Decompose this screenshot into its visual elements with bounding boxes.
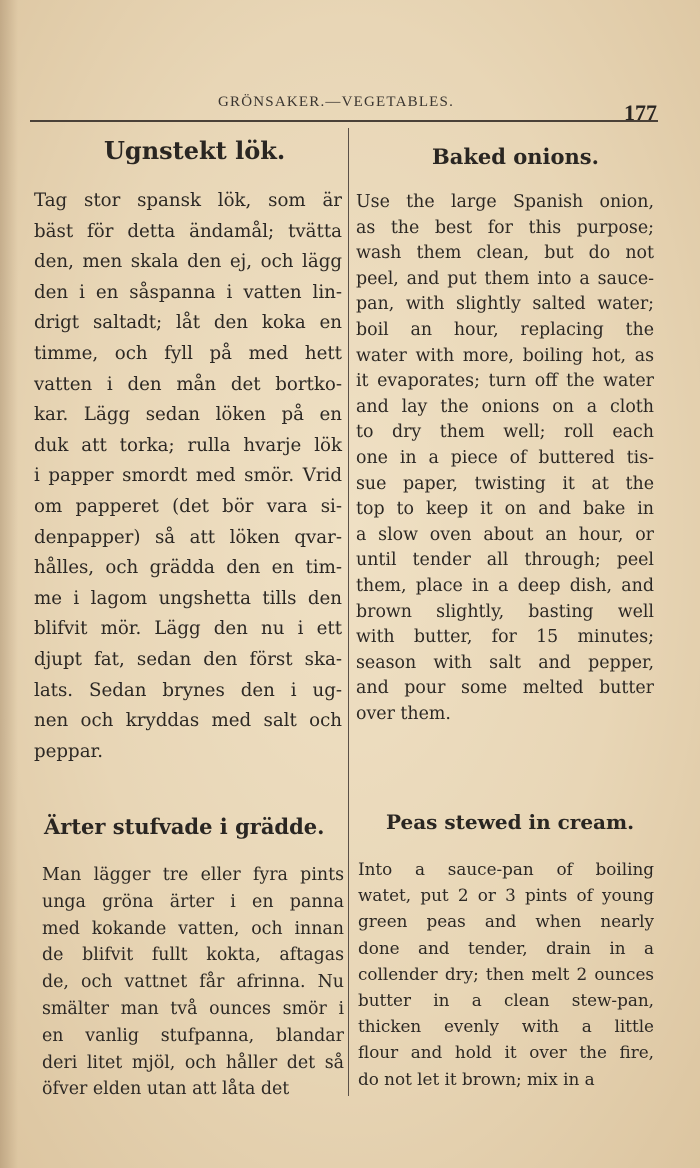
recipe-title-english-baked-onions: Baked onions. xyxy=(432,144,599,169)
running-header xyxy=(30,86,660,126)
text-line: den, men skala den ej, och lägg xyxy=(34,251,342,273)
text-line: until tender all through; peel xyxy=(356,550,654,571)
page-edge-shadow xyxy=(0,0,18,1168)
recipe-title-english-peas-cream: Peas stewed in cream. xyxy=(386,810,635,834)
text-line: kar. Lägg sedan löken på en xyxy=(34,404,342,426)
recipe-text-english-peas-cream xyxy=(358,856,654,1092)
column-divider xyxy=(348,128,349,1096)
text-line: me i lagom ungshetta tills den xyxy=(34,587,342,609)
text-line: med kokande vatten, och innan xyxy=(42,918,344,939)
text-line: hålles, och grädda den en tim- xyxy=(34,557,342,579)
text-line: done and tender, drain in a xyxy=(358,937,654,958)
text-line: boil an hour, replacing the xyxy=(356,319,654,340)
text-line: brown slightly, basting well xyxy=(356,601,654,622)
text-line: vatten i den mån det bortko- xyxy=(34,373,342,395)
text-line: i papper smordt med smör. Vrid xyxy=(34,465,342,487)
text-line: Tag stor spansk lök, som är xyxy=(34,190,342,211)
text-line: over them. xyxy=(356,703,451,724)
text-line: it evaporates; turn off the water xyxy=(356,371,654,392)
text-line: Use the large Spanish onion, xyxy=(356,192,654,212)
text-line: pan, with slightly salted water; xyxy=(356,294,654,315)
text-line: bäst för detta ändamål; tvätta xyxy=(34,220,342,242)
text-line: peel, and put them into a sauce- xyxy=(356,268,654,289)
text-line: and pour some melted butter xyxy=(356,678,654,699)
text-line: top to keep it on and bake in xyxy=(356,499,654,520)
text-line: butter in a clean stew-pan, xyxy=(358,990,654,1011)
text-line: collender dry; then melt 2 ounces xyxy=(358,963,654,984)
text-line: denpapper) så att löken qvar- xyxy=(34,526,342,548)
text-line: and lay the onions on a cloth xyxy=(356,396,654,417)
text-line: deri litet mjöl, och håller det så xyxy=(42,1052,344,1073)
text-line: peppar. xyxy=(34,740,104,762)
page-number: 177 xyxy=(624,100,657,125)
text-line: green peas and when nearly xyxy=(358,911,654,932)
recipe-title-swedish-baked-onions: Ugnstekt lök. xyxy=(104,136,286,165)
running-header-title: GRÖNSAKER.—VEGETABLES. xyxy=(218,94,455,110)
recipe-text-swedish-baked-onions xyxy=(34,186,342,767)
recipe-text-swedish-peas-cream xyxy=(42,862,344,1103)
text-line: drigt saltadt; låt den koka en xyxy=(34,312,342,334)
text-line: smälter man två ounces smör i xyxy=(42,998,344,1019)
text-line: den i en såspanna i vatten lin- xyxy=(34,281,342,303)
text-line: season with salt and pepper, xyxy=(356,652,654,673)
recipe-title-swedish-peas-cream: Ärter stufvade i grädde. xyxy=(44,814,325,839)
text-line: wash them clean, but do not xyxy=(356,243,654,264)
text-line: watet, put 2 or 3 pints of young xyxy=(358,885,654,906)
text-line: de, och vattnet får afrinna. Nu xyxy=(42,972,344,993)
text-line: djupt fat, sedan den först ska- xyxy=(34,648,342,670)
text-line: flour and hold it over the fire, xyxy=(358,1042,654,1063)
header-rule xyxy=(30,120,658,122)
text-line: nen och kryddas med salt och xyxy=(34,710,342,732)
text-line: with butter, for 15 minutes; xyxy=(356,627,654,648)
text-line: Into a sauce-pan of boiling xyxy=(358,859,654,879)
text-line: as the best for this purpose; xyxy=(356,217,654,238)
text-line: Man lägger tre eller fyra pints xyxy=(42,865,344,885)
text-line: to dry them well; roll each xyxy=(356,422,654,443)
text-line: öfver elden utan att låta det xyxy=(42,1079,290,1100)
text-line: one in a piece of buttered tis- xyxy=(356,447,654,468)
text-line: lats. Sedan brynes den i ug- xyxy=(34,679,342,701)
text-line: a slow oven about an hour, or xyxy=(356,524,654,545)
text-line: blifvit mör. Lägg den nu i ett xyxy=(34,618,342,640)
text-line: water with more, boiling hot, as xyxy=(356,345,654,366)
text-line: sue paper, twisting it at the xyxy=(356,473,654,494)
text-line: duk att torka; rulla hvarje lök xyxy=(34,434,342,456)
text-line: unga gröna ärter i en panna xyxy=(42,891,344,912)
text-line: them, place in a deep dish, and xyxy=(356,575,654,596)
text-line: en vanlig stufpanna, blandar xyxy=(42,1025,344,1046)
text-line: de blifvit fullt kokta, aftagas xyxy=(42,945,344,966)
recipe-text-english-baked-onions xyxy=(356,190,654,727)
text-line: timme, och fyll på med hett xyxy=(34,342,342,364)
text-line: do not let it brown; mix in a xyxy=(358,1068,595,1089)
text-line: om papperet (det bör vara si- xyxy=(34,495,342,517)
text-line: thicken evenly with a little xyxy=(358,1016,654,1037)
